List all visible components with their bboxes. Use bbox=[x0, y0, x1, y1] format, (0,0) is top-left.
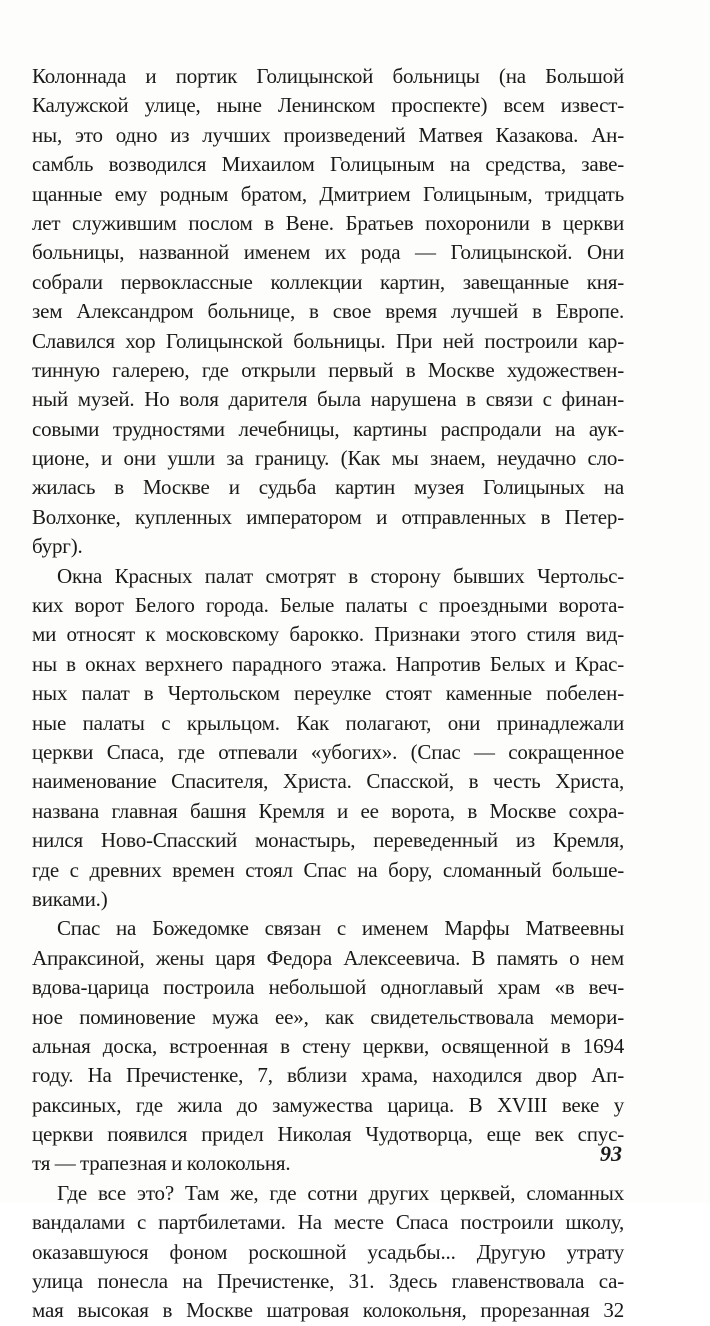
text-line: ных палат в Чертольском переулке стоят каменные побелен- bbox=[32, 681, 624, 706]
text-line: Окна Красных палат смотрят в сторону бывших Чертольс- bbox=[57, 563, 624, 588]
text-line: названа главная башня Кремля и ее ворота, в Москве сохра- bbox=[32, 798, 624, 823]
text-line: мая высокая в Москве шатровая колокольня, прорезанная 32 bbox=[32, 1298, 624, 1323]
text-line: альная доска, встроенная в стену церкви, освященной в 1694 bbox=[32, 1033, 624, 1058]
text-line: ны в окнах верхнего парадного этажа. Напротив Белых и Крас- bbox=[32, 651, 624, 676]
text-line: году. На Пречистенке, 7, вблизи храма, находился двор Ап- bbox=[32, 1063, 624, 1088]
text-line: Апраксиной, жены царя Федора Алексеевича. В память о нем bbox=[32, 945, 624, 970]
text-line: ный музей. Но воля дарителя была нарушена в связи с финан- bbox=[32, 387, 624, 412]
text-line: самбль возводился Михаилом Голицыным на средства, заве- bbox=[32, 152, 624, 177]
text-line: тя — трапезная и колокольня. bbox=[32, 1151, 291, 1176]
text-line: где с древних времен стоял Спас на бору, сломанный больше- bbox=[32, 857, 624, 882]
text-line: вдова-царица построила небольшой одноглавый храм «в веч- bbox=[32, 975, 624, 1000]
paragraph bbox=[32, 62, 624, 562]
text-line: улица понесла на Пречистенке, 31. Здесь главенствовала са- bbox=[32, 1269, 624, 1294]
text-line: лет служившим послом в Вене. Братьев похоронили в церкви bbox=[32, 210, 624, 235]
text-line: оказавшуюся фоном роскошной усадьбы... Другую утрату bbox=[32, 1239, 624, 1264]
text-line: ные палаты с крыльцом. Как полагают, они принадлежали bbox=[32, 710, 624, 735]
text-line: Волхонке, купленных императором и отправленных в Петер- bbox=[32, 504, 624, 529]
text-line: ны, это одно из лучших произведений Матвея Казакова. Ан- bbox=[32, 122, 624, 147]
page-number: 93 bbox=[600, 1141, 622, 1166]
text-line: ционе, и они ушли за границу. (Как мы знаем, неудачно сло- bbox=[32, 446, 624, 471]
text-line: бург). bbox=[32, 534, 83, 559]
paragraph bbox=[32, 1179, 624, 1326]
text-line: зем Александром больнице, в свое время лучшей в Европе. bbox=[32, 299, 624, 324]
text-line: Колоннада и портик Голицынской больницы (на Большой bbox=[32, 64, 624, 88]
text-line: нился Ново-Спасский монастырь, переведенный из Кремля, bbox=[32, 828, 624, 853]
text-line: щанные ему родным братом, Дмитрием Голицыным, тридцать bbox=[32, 181, 624, 206]
text-line: церкви появился придел Николая Чудотворца, еще век спус- bbox=[32, 1122, 624, 1147]
text-line: больницы, названной именем их рода — Голицынской. Они bbox=[32, 240, 624, 265]
body-text bbox=[32, 62, 624, 1326]
text-line: церкви Спаса, где отпевали «убогих». (Спас — сокращенное bbox=[32, 739, 624, 764]
text-line: ких ворот Белого города. Белые палаты с проездными ворота- bbox=[32, 593, 624, 618]
text-line: Где все это? Там же, где сотни других церквей, сломанных bbox=[57, 1180, 624, 1205]
text-line: вандалами с партбилетами. На месте Спаса построили школу, bbox=[32, 1210, 624, 1235]
text-line: собрали первоклассные коллекции картин, завещанные кня- bbox=[32, 269, 624, 294]
text-line: Калужской улице, ныне Ленинском проспекте) всем извест- bbox=[32, 93, 624, 118]
text-line: Спас на Божедомке связан с именем Марфы Матвеевны bbox=[57, 916, 624, 941]
text-line: наименование Спасителя, Христа. Спасской, в честь Христа, bbox=[32, 769, 624, 794]
text-line: тинную галерею, где открыли первый в Москве художествен- bbox=[32, 357, 624, 382]
paragraph bbox=[32, 914, 624, 1179]
text-line: ное поминовение мужа ее», как свидетельствовала мемори- bbox=[32, 1004, 624, 1029]
text-line: раксиных, где жила до замужества царица. В XVIII веке у bbox=[32, 1092, 624, 1117]
text-line: Славился хор Голицынской больницы. При ней построили кар- bbox=[32, 328, 624, 353]
text-line: виками.) bbox=[32, 886, 108, 911]
text-line: совыми трудностями лечебницы, картины распродали на аук- bbox=[32, 416, 624, 441]
paragraph bbox=[32, 562, 624, 915]
text-line: ми относят к московскому барокко. Признаки этого стиля вид- bbox=[32, 622, 624, 647]
text-line: жилась в Москве и судьба картин музея Голицыных на bbox=[32, 475, 624, 500]
